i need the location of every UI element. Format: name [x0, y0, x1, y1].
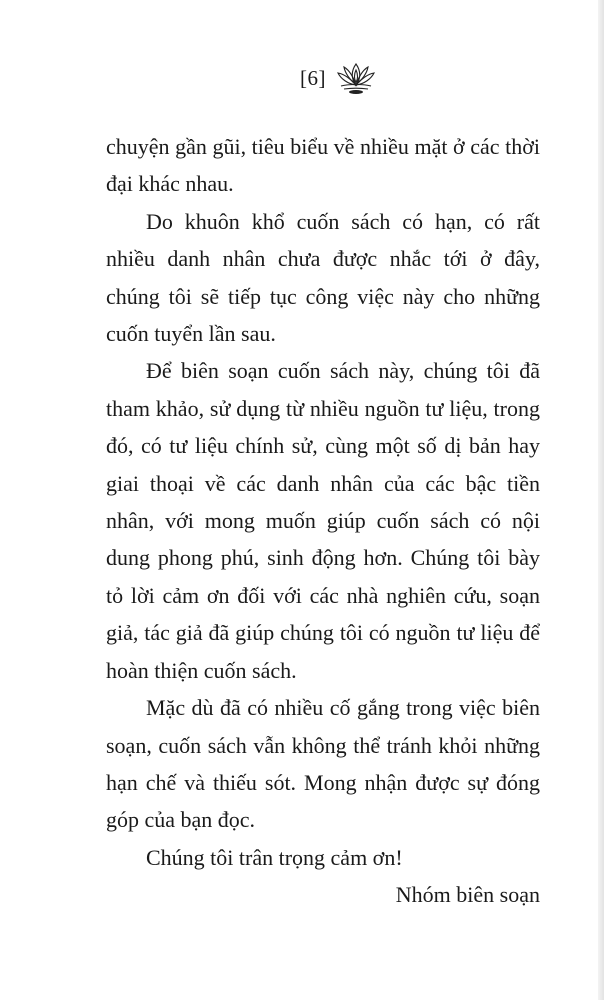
page-edge — [598, 0, 604, 1000]
signature: Nhóm biên soạn — [395, 882, 540, 908]
page-header — [300, 58, 376, 98]
lotus-icon — [336, 60, 376, 96]
paragraph-continuation: chuyện gần gũi, tiêu biểu về nhiều mặt ở các thời đại khác nhau. — [106, 134, 540, 197]
paragraph: Để biên soạn cuốn sách này, chúng tôi đã tham khảo, sử dụng từ nhiều nguồn tư liệu, trong đó, có tư liệu chính sử, cùng một số dị bản hay giai thoại về các danh nhân của các bậc tiền nhân, với mong muốn giúp cuốn sách có nội dung phong phú, sinh động hơn. Chúng tôi bày tỏ lời cảm ơn đối với các nhà nghiên cứu, soạn giả, tác giả đã giúp chúng tôi có nguồn tư liệu để hoàn thiện cuốn sách. — [106, 358, 540, 683]
body-text — [106, 128, 540, 914]
paragraph: Mặc dù đã có nhiều cố gắng trong việc biên soạn, cuốn sách vẫn không thể tránh khỏi những hạn chế và thiếu sót. Mong nhận được sự đóng góp của bạn đọc. — [106, 695, 540, 833]
page-number: [6] — [300, 65, 326, 90]
paragraph: Do khuôn khổ cuốn sách có hạn, có rất nhiều danh nhân chưa được nhắc tới ở đây, chúng tôi sẽ tiếp tục công việc này cho những cuốn tuyển lần sau. — [106, 208, 540, 347]
paragraph-thanks: Chúng tôi trân trọng cảm ơn! — [146, 844, 403, 870]
